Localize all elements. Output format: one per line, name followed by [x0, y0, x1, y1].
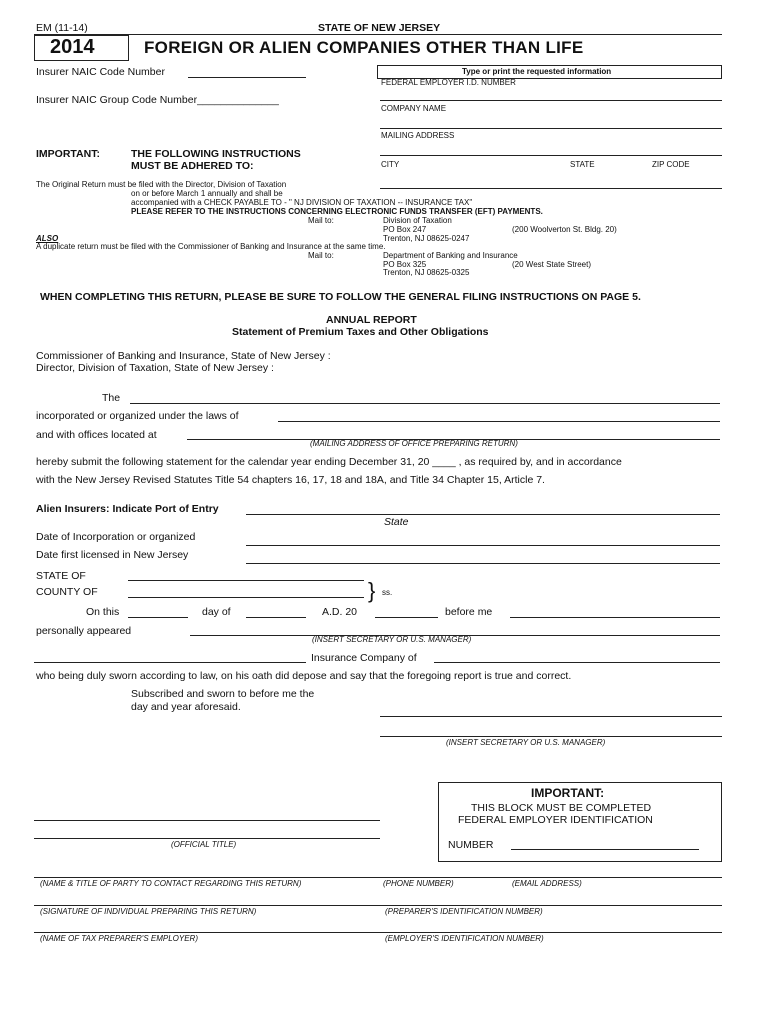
general-instructions-notice: WHEN COMPLETING THIS RETURN, PLEASE BE SURE TO FOLLOW THE GENERAL FILING INSTRUCTIONS ON PAGE 5.: [40, 291, 641, 303]
woolverton-address: (200 Woolverton St. Bldg. 20): [512, 225, 617, 234]
naic-group-label: Insurer NAIC Group Code Number______________: [36, 94, 279, 106]
employer-field[interactable]: [34, 932, 722, 933]
secretary-caption: (INSERT SECRETARY OR U.S. MANAGER): [312, 635, 472, 644]
addressee-commissioner: Commissioner of Banking and Insurance, State of New Jersey :: [36, 350, 331, 362]
statutes-statement: with the New Jersey Revised Statutes Title 54 chapters 16, 17, 18 and 18A, and Title 34 Chapter 15, Article 7.: [36, 474, 545, 486]
also-label: ALSO: [36, 234, 59, 243]
insurance-company-label: Insurance Company of: [311, 652, 417, 664]
official-signature-field[interactable]: [34, 820, 380, 821]
instruction-line-2: on or before March 1 annually and shall be: [131, 189, 283, 198]
county-of-label: COUNTY OF: [36, 586, 98, 598]
before-me-label: before me: [445, 606, 493, 618]
trenton-0325: Trenton, NJ 08625-0325: [383, 268, 470, 277]
email-caption: (EMAIL ADDRESS): [512, 879, 582, 888]
before-me-field[interactable]: [510, 617, 720, 618]
secretary-caption-2: (INSERT SECRETARY OR U.S. MANAGER): [446, 738, 606, 747]
contact-caption: (NAME & TITLE OF PARTY TO CONTACT REGARDING THIS RETURN): [40, 879, 302, 888]
preparer-id-caption: (PREPARER'S IDENTIFICATION NUMBER): [385, 907, 543, 916]
company-name-field[interactable]: [380, 128, 722, 129]
zip-label: ZIP CODE: [652, 160, 690, 169]
subscribed-line-1: Subscribed and sworn to before me the: [131, 688, 315, 700]
trenton-0247: Trenton, NJ 08625-0247: [383, 234, 470, 243]
important-line-1: THE FOLLOWING INSTRUCTIONS: [131, 148, 301, 160]
state-of-label: STATE OF: [36, 570, 86, 582]
fein-important-line-2: FEDERAL EMPLOYER IDENTIFICATION: [458, 814, 653, 826]
official-title-field[interactable]: [34, 838, 380, 839]
west-state-address: (20 West State Street): [512, 260, 591, 269]
on-this-label: On this: [86, 606, 120, 618]
form-code: EM (11-14): [36, 22, 88, 34]
state-label: STATE: [570, 160, 595, 169]
county-of-field[interactable]: [128, 597, 364, 598]
signature-field[interactable]: [34, 905, 722, 906]
company-name-label: COMPANY NAME: [381, 104, 447, 113]
port-of-entry-field[interactable]: [246, 514, 720, 515]
personally-appeared-label: personally appeared: [36, 625, 132, 637]
licensed-date-label: Date first licensed in New Jersey: [36, 549, 189, 561]
mailing-address-label: MAILING ADDRESS: [381, 131, 455, 140]
sworn-statement: who being duly sworn according to law, on his oath did depose and say that the foregoing report is true and correct.: [36, 670, 572, 682]
page-title: FOREIGN OR ALIEN COMPANIES OTHER THAN LIFE: [144, 38, 584, 57]
notary-signature-field[interactable]: [380, 716, 722, 717]
fein-number-label: NUMBER: [448, 839, 494, 851]
licensed-date-field[interactable]: [246, 563, 720, 564]
month-field[interactable]: [246, 617, 306, 618]
secretary-signature-field[interactable]: [380, 736, 722, 737]
fein-number-field[interactable]: [511, 849, 699, 850]
addressee-director: Director, Division of Taxation, State of New Jersey :: [36, 362, 274, 374]
fein-important-title: IMPORTANT:: [531, 786, 605, 800]
dobi: Department of Banking and Insurance: [383, 251, 518, 260]
state-caption: State: [384, 516, 409, 528]
type-print-header: Type or print the requested information: [462, 67, 612, 76]
naic-code-field[interactable]: [188, 77, 306, 78]
insurance-company-field[interactable]: [34, 662, 306, 663]
the-label: The: [102, 392, 121, 404]
division-of-taxation: Division of Taxation: [383, 216, 452, 225]
state-of-field[interactable]: [128, 580, 364, 581]
day-of-label: day of: [202, 606, 231, 618]
year: 2014: [50, 36, 95, 58]
hereby-statement: hereby submit the following statement for the calendar year ending December 31, 20 ____ , as required by, and in accordance: [36, 456, 622, 468]
annual-report-title: ANNUAL REPORT: [326, 314, 417, 326]
important-label: IMPORTANT:: [36, 148, 100, 160]
signature-caption: (SIGNATURE OF INDIVIDUAL PREPARING THIS RETURN): [40, 907, 257, 916]
mailing-address-caption: (MAILING ADDRESS OF OFFICE PREPARING RETURN): [310, 439, 518, 448]
incorporation-date-label: Date of Incorporation or organized: [36, 531, 196, 543]
mail-to-1: Mail to:: [308, 216, 334, 225]
instruction-line-3: accompanied with a CHECK PAYABLE TO - " NJ DIVISION OF TAXATION -- INSURANCE TAX": [131, 198, 473, 207]
official-title-caption: (OFFICIAL TITLE): [171, 840, 237, 849]
ad-label: A.D. 20: [322, 606, 358, 618]
phone-caption: (PHONE NUMBER): [383, 879, 454, 888]
day-field[interactable]: [128, 617, 188, 618]
employer-caption: (NAME OF TAX PREPARER'S EMPLOYER): [40, 934, 198, 943]
laws-of-field[interactable]: [278, 421, 720, 422]
mail-to-2: Mail to:: [308, 251, 334, 260]
fein-label: FEDERAL EMPLOYER I.D. NUMBER: [381, 78, 516, 87]
incorporation-date-field[interactable]: [246, 545, 720, 546]
header-rule: [34, 34, 722, 35]
incorporated-label: incorporated or organized under the laws of: [36, 410, 239, 422]
fein-important-line-1: THIS BLOCK MUST BE COMPLETED: [471, 802, 652, 814]
city-state-zip-field[interactable]: [380, 188, 722, 189]
year-field[interactable]: [375, 617, 438, 618]
po-box-325: PO Box 325: [383, 260, 427, 269]
state-heading: STATE OF NEW JERSEY: [318, 22, 441, 34]
contact-field[interactable]: [34, 877, 722, 878]
brace-icon: }: [368, 578, 376, 603]
mailing-address-field[interactable]: [380, 155, 722, 156]
fein-field[interactable]: [380, 100, 722, 101]
naic-code-label: Insurer NAIC Code Number: [36, 66, 165, 78]
port-of-entry-label: Alien Insurers: Indicate Port of Entry: [36, 503, 219, 515]
annual-report-subtitle: Statement of Premium Taxes and Other Obligations: [232, 326, 489, 338]
instruction-line-1: The Original Return must be filed with the Director, Division of Taxation: [36, 180, 287, 189]
ss-label: ss.: [382, 588, 393, 597]
important-line-2: MUST BE ADHERED TO:: [131, 160, 254, 172]
subscribed-line-2: day and year aforesaid.: [131, 701, 241, 713]
po-box-247: PO Box 247: [383, 225, 427, 234]
instruction-line-4: PLEASE REFER TO THE INSTRUCTIONS CONCERNING ELECTRONIC FUNDS TRANSFER (EFT) PAYMENTS.: [131, 207, 543, 216]
city-label: CITY: [381, 160, 400, 169]
insurance-company-of-field[interactable]: [434, 662, 720, 663]
company-name-line[interactable]: [130, 403, 720, 404]
offices-label: and with offices located at: [36, 429, 157, 441]
employer-id-caption: (EMPLOYER'S IDENTIFICATION NUMBER): [385, 934, 544, 943]
duplicate-return: A duplicate return must be filed with the Commissioner of Banking and Insurance at the same time.: [36, 242, 386, 251]
